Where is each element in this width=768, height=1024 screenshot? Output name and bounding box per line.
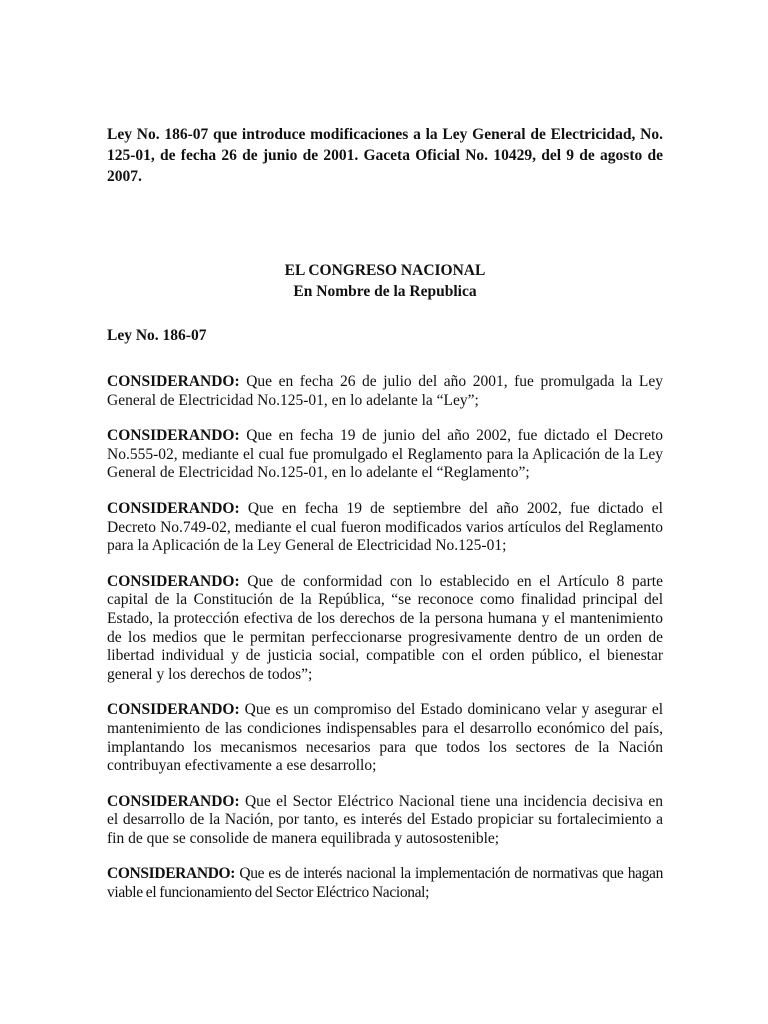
considerando-clause xyxy=(107,793,663,849)
law-number: Ley No. 186-07 xyxy=(107,327,207,344)
clause-text: Que en fecha 19 de junio del año 2002, fue dictado el Decreto No.555-02, mediante el cual fue promulgado el Reglamento para la Aplicación de la Ley General de Electricidad No.125-01, en lo adelante el “Reglamento”; xyxy=(107,427,664,482)
clause-text: Que en fecha 26 de julio del año 2001, fue promulgada la Ley General de Electricidad No.125-01, en lo adelante la “Ley”; xyxy=(107,373,663,409)
clause-text: Que es un compromiso del Estado dominicano velar y asegurar el mantenimiento de las condiciones indispensables para el desarrollo económico del país, implantando los mecanismos necesarios para que todos los sectores de la Nación contribuyan efectivamente a ese desarrollo; xyxy=(107,701,664,775)
clause-lead: CONSIDERANDO: xyxy=(107,865,236,883)
considerando-clause xyxy=(107,865,663,902)
congress-title: EL CONGRESO NACIONAL xyxy=(284,262,486,279)
clause-lead: CONSIDERANDO: xyxy=(107,572,240,590)
considerando-clause xyxy=(107,701,663,775)
considerando-clause xyxy=(107,500,663,556)
clause-text: Que de conformidad con lo establecido en el Artículo 8 parte capital de la Constitución de la República, “se reconoce como finalidad principal del Estado, la protección efectiva de los derechos de la persona humana y el mantenimiento de los medios que le permitan perfeccionarse progresivamente dentro de un orden de libertad individual y de justicia social, compatible con el orden público, el bienestar general y los derechos de todos”; xyxy=(107,572,663,683)
clause-lead: CONSIDERANDO: xyxy=(107,427,240,445)
considerando-list xyxy=(107,373,663,920)
considerando-clause xyxy=(107,573,663,685)
clause-text: Que en fecha 19 de septiembre del año 2002, fue dictado el Decreto No.749-02, mediante el cual fueron modificados varios artículos del Reglamento para la Aplicación de la Ley General de Electricidad No.125-01; xyxy=(107,499,663,555)
clause-lead: CONSIDERANDO: xyxy=(107,701,240,719)
document-heading: Ley No. 186-07 que introduce modificaciones a la Ley General de Electricidad, No. 125-01, de fecha 26 de junio de 2001. Gaceta Oficial No. 10429, del 9 de agosto de 2007. xyxy=(107,126,663,185)
document-page xyxy=(107,0,663,1024)
congress-header xyxy=(107,260,663,302)
clause-lead: CONSIDERANDO: xyxy=(107,499,240,517)
clause-lead: CONSIDERANDO: xyxy=(107,792,240,810)
congress-subtitle: En Nombre de la Republica xyxy=(293,283,477,300)
clause-lead: CONSIDERANDO: xyxy=(107,373,240,390)
clause-text: Que el Sector Eléctrico Nacional tiene una incidencia decisiva en el desarrollo de la Nación, por tanto, es interés del Estado propiciar su fortalecimiento a fin de que se consolide de manera equilibrada y autosostenible; xyxy=(107,792,663,847)
considerando-clause xyxy=(107,427,663,483)
clause-text: Que es de interés nacional la implementación de normativas que hagan viable el funcionamiento del Sector Eléctrico Nacional; xyxy=(107,865,663,902)
considerando-clause xyxy=(107,373,663,410)
